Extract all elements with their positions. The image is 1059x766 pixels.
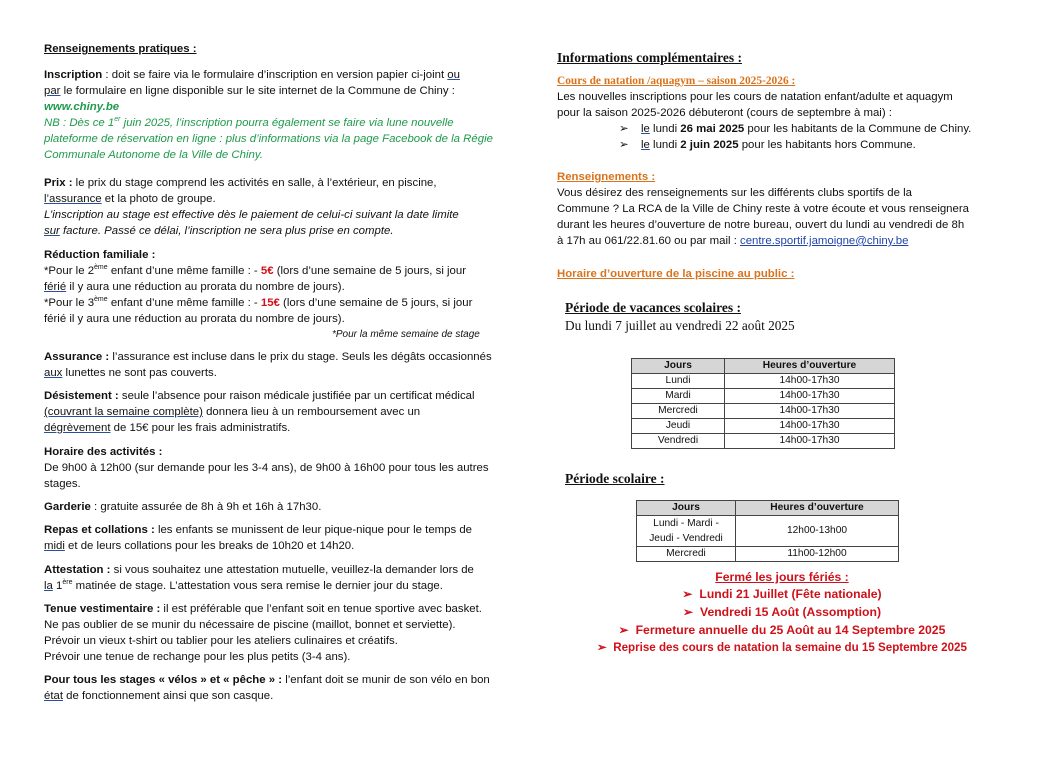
prix-line-1: le prix du stage comprend les activités en salle, à l’extérieur, en piscine, [72, 177, 437, 189]
arrow-icon: ➢ [619, 123, 629, 135]
natation-l2: pour la saison 2025-2026 débuteront (cours de septembre à mai) : [557, 107, 892, 119]
bullet-date: 26 mai 2025 [680, 123, 745, 135]
closed-item [557, 603, 1007, 621]
natation-l1: Les nouvelles inscriptions pour les cours de natation enfant/adulte et aquagym [557, 91, 953, 103]
scolaire-title: Période scolaire : [565, 471, 665, 486]
table-cell: Vendredi [632, 434, 725, 449]
prix-section [44, 175, 519, 239]
repas-l2: et de leurs collations pour les breaks de 10h20 et 14h20. [64, 540, 355, 552]
table-row [632, 389, 895, 404]
velos-l2: de fonctionnement ainsi que son casque. [63, 690, 274, 702]
table-row [632, 374, 895, 389]
table-cell: 14h00-17h30 [725, 404, 895, 419]
arrow-icon: ➢ [682, 587, 693, 601]
bullet-text-a: lundi [649, 139, 681, 151]
assurance-l2: lunettes ne sont pas couverts. [62, 367, 217, 379]
la-word: la [44, 580, 53, 592]
reduction-l3b: enfant d’une même famille : - [107, 297, 261, 309]
velos-l1: l’enfant doit se munir de son vélo en bon [282, 674, 490, 686]
vacances-hours-table [631, 358, 895, 449]
garderie-label: Garderie [44, 501, 91, 513]
closed-days-title: Fermé les jours fériés : [715, 570, 849, 584]
table-cell: 14h00-17h30 [725, 374, 895, 389]
inscription-section [44, 67, 519, 163]
inscription-text: : doit se faire via le formulaire d’inscription en version papier ci-joint [102, 69, 448, 81]
table-cell: 14h00-17h30 [725, 434, 895, 449]
repas-label: Repas et collations : [44, 524, 155, 536]
garderie-section [44, 499, 519, 515]
bullet-date: 2 juin 2025 [680, 139, 739, 151]
table-header: Heures d’ouverture [725, 359, 895, 374]
horaire-l2: stages. [44, 478, 81, 490]
table-cell: Mercredi [632, 404, 725, 419]
arrow-icon: ➢ [619, 139, 629, 151]
closed-item-text: Reprise des cours de natation la semaine du 15 Septembre 2025 [613, 641, 967, 654]
desistement-label: Désistement : [44, 390, 119, 402]
closed-item-text: Vendredi 15 Août (Assomption) [699, 605, 882, 619]
repas-section [44, 522, 519, 554]
pool-hours-title: Horaire d’ouverture de la piscine au public : [557, 268, 795, 280]
closed-item [557, 639, 1007, 657]
desistement-l2: donnera lieu à un remboursement avec un [202, 406, 421, 418]
reduction-l1b: enfant d’une même famille : - [107, 265, 261, 277]
tenue-l1: il est préférable que l’enfant soit en tenue sportive avec basket. [160, 603, 482, 615]
horaire-label: Horaire des activités : [44, 446, 163, 458]
table-cell [637, 516, 736, 547]
nb-sup: er [114, 116, 121, 124]
bullet-item [557, 137, 1007, 153]
vacances-dates: Du lundi 7 juillet au vendredi 22 août 2025 [565, 318, 795, 333]
reduction-l4: férié il y aura une réduction au prorata du nombre de jours). [44, 313, 345, 325]
inscription-label: Inscription [44, 69, 103, 81]
nb-line-3: Communale Autonome de la Ville de Chiny. [44, 149, 263, 161]
rens-l1: Vous désirez des renseignements sur les différents clubs sportifs de la [557, 187, 912, 199]
renseignements-title: Renseignements : [557, 171, 656, 183]
table-header-row [637, 501, 899, 516]
closed-item [557, 585, 1007, 603]
garderie-text: : gratuite assurée de 8h à 9h et 16h à 17h30. [90, 501, 322, 513]
day-line-b: Jeudi - Vendredi [649, 533, 723, 544]
nb-text-b: juin 2025, l’inscription pourra également se faire via lune nouvelle [120, 117, 454, 129]
attestation-l2a: 1 [52, 580, 63, 592]
tenue-label: Tenue vestimentaire : [44, 603, 161, 615]
reduction-l1c: (lors d’une semaine de 5 jours, si jour [273, 265, 467, 277]
attestation-section [44, 562, 519, 594]
ferie-word: férié [44, 281, 67, 293]
ou-word: ou [447, 69, 460, 81]
assurance-section [44, 349, 519, 381]
bullet-text-a: lundi [649, 123, 681, 135]
le-word: le [641, 139, 650, 151]
desistement-l3: de 15€ pour les frais administratifs. [110, 422, 291, 434]
degrevement-word: dégrèvement [44, 422, 111, 434]
desistement-u: (couvrant la semaine complète) [44, 406, 203, 418]
natation-title: Cours de natation /aquagym – saison 2025-2026 : [557, 75, 796, 87]
table-cell: Mardi [632, 389, 725, 404]
assurance-word: l’assurance [44, 193, 102, 205]
desistement-l1: seule l’absence pour raison médicale justifiée par un certificat médical [118, 390, 475, 402]
table-cell: Mercredi [637, 547, 736, 562]
renseignements-section [557, 169, 1007, 249]
desistement-section [44, 388, 519, 436]
practical-info-heading: Renseignements pratiques : [44, 43, 197, 55]
assurance-l1: l’assurance est incluse dans le prix du stage. Seuls les dégâts occasionnés [109, 351, 492, 363]
website-link[interactable]: www.chiny.be [44, 101, 120, 113]
table-cell: 12h00-13h00 [736, 516, 899, 547]
table-cell: 14h00-17h30 [725, 419, 895, 434]
reduction-section [44, 247, 519, 343]
aux-word: aux [44, 367, 63, 379]
etat-word: état [44, 690, 63, 702]
table-header: Jours [637, 501, 736, 516]
reduction-label: Réduction familiale : [44, 249, 156, 261]
arrow-icon: ➢ [682, 605, 694, 619]
bullet-text-b: pour les habitants de la Commune de Chiny. [744, 123, 972, 135]
prix-line-2: et la photo de groupe. [101, 193, 216, 205]
closed-item [557, 621, 1007, 639]
rens-l3: durant les heures d’ouverture de notre bureau, ouvert du lundi au vendredi de 8h [557, 219, 965, 231]
table-cell: 11h00-12h00 [736, 547, 899, 562]
rens-l2: Commune ? La RCA de la Ville de Chiny reste à votre écoute et vous renseignera [557, 203, 969, 215]
midi-word: midi [44, 540, 65, 552]
prix-line-4: facture. Passé ce délai, l’inscription ne sera plus prise en compte. [59, 225, 394, 237]
natation-section [557, 73, 1007, 121]
rens-l4: à 17h au 061/22.81.60 ou par mail : [557, 235, 741, 247]
reduction-sup-1: ème [94, 264, 108, 272]
attestation-label: Attestation : [44, 564, 111, 576]
table-cell: 14h00-17h30 [725, 389, 895, 404]
complementary-info-heading: Informations complémentaires : [557, 50, 742, 65]
le-word: le [641, 123, 650, 135]
table-row [637, 516, 899, 547]
sur-word: sur [44, 225, 60, 237]
closed-item-text: Lundi 21 Juillet (Fête nationale) [699, 587, 882, 601]
arrow-icon: ➢ [618, 623, 629, 637]
tenue-l4: Prévoir une tenue de rechange pour les plus petits (3-4 ans). [44, 651, 351, 663]
reduction-amount-2: 15€ [260, 297, 280, 309]
attestation-l1: si vous souhaitez une attestation mutuelle, veuillez-la demander lors de [110, 564, 474, 576]
tenue-section [44, 601, 519, 665]
attestation-l2b: matinée de stage. L’attestation vous sera remise le dernier jour du stage. [72, 580, 443, 592]
closed-item-text: Fermeture annuelle du 25 Août au 14 Septembre 2025 [635, 623, 946, 637]
horaire-l1: De 9h00 à 12h00 (sur demande pour les 3-4 ans), de 9h00 à 16h00 pour tous les autres [44, 462, 489, 474]
scolaire-hours-table [636, 500, 899, 562]
table-cell: Jeudi [632, 419, 725, 434]
email-link[interactable]: centre.sportif.jamoigne@chiny.be [740, 235, 909, 247]
tenue-l2: Ne pas oublier de se munir du nécessaire de piscine (maillot, bonnet et serviette). [44, 619, 456, 631]
reduction-l3a: *Pour le 3 [44, 297, 95, 309]
reduction-l3c: (lors d’une semaine de 5 jours, si jour [279, 297, 473, 309]
attestation-sup: ère [62, 579, 73, 587]
reduction-note: *Pour la même semaine de stage [332, 329, 480, 340]
velos-section [44, 672, 519, 704]
day-line-a: Lundi - Mardi - [653, 518, 719, 529]
repas-l1: les enfants se munissent de leur pique-nique pour le temps de [154, 524, 473, 536]
table-row [632, 404, 895, 419]
natation-bullets [557, 121, 1007, 153]
nb-text: NB : Dès ce 1 [44, 117, 115, 129]
assurance-label: Assurance : [44, 351, 110, 363]
par-word: par [44, 85, 61, 97]
table-header: Heures d’ouverture [736, 501, 899, 516]
velos-label: Pour tous les stages « vélos » et « pêche » : [44, 674, 283, 686]
table-row [632, 419, 895, 434]
reduction-l1a: *Pour le 2 [44, 265, 95, 277]
table-cell: Lundi [632, 374, 725, 389]
table-row [637, 547, 899, 562]
prix-label: Prix : [44, 177, 73, 189]
table-row [632, 434, 895, 449]
table-header-row [632, 359, 895, 374]
tenue-l3: Prévoir un vieux t-shirt ou tablier pour les ateliers culinaires et créatifs. [44, 635, 398, 647]
horaire-activites-section [44, 444, 519, 492]
vacances-title: Période de vacances scolaires : [565, 300, 741, 315]
bullet-text-b: pour les habitants hors Commune. [738, 139, 916, 151]
reduction-l2: il y aura une réduction au prorata du nombre de jours). [66, 281, 345, 293]
arrow-icon: ➢ [597, 641, 607, 654]
inscription-text-2: le formulaire en ligne disponible sur le site internet de la Commune de Chiny : [60, 85, 455, 97]
nb-line-2: plateforme de réservation en ligne : plus d’informations via la page Facebook de la Régie [44, 133, 493, 145]
bullet-item [557, 121, 1007, 137]
reduction-amount-1: 5€ [260, 265, 274, 277]
table-header: Jours [632, 359, 725, 374]
prix-line-3: L’inscription au stage est effective dès le paiement de celui-ci suivant la date limite [44, 209, 459, 221]
reduction-sup-2: ème [94, 296, 108, 304]
